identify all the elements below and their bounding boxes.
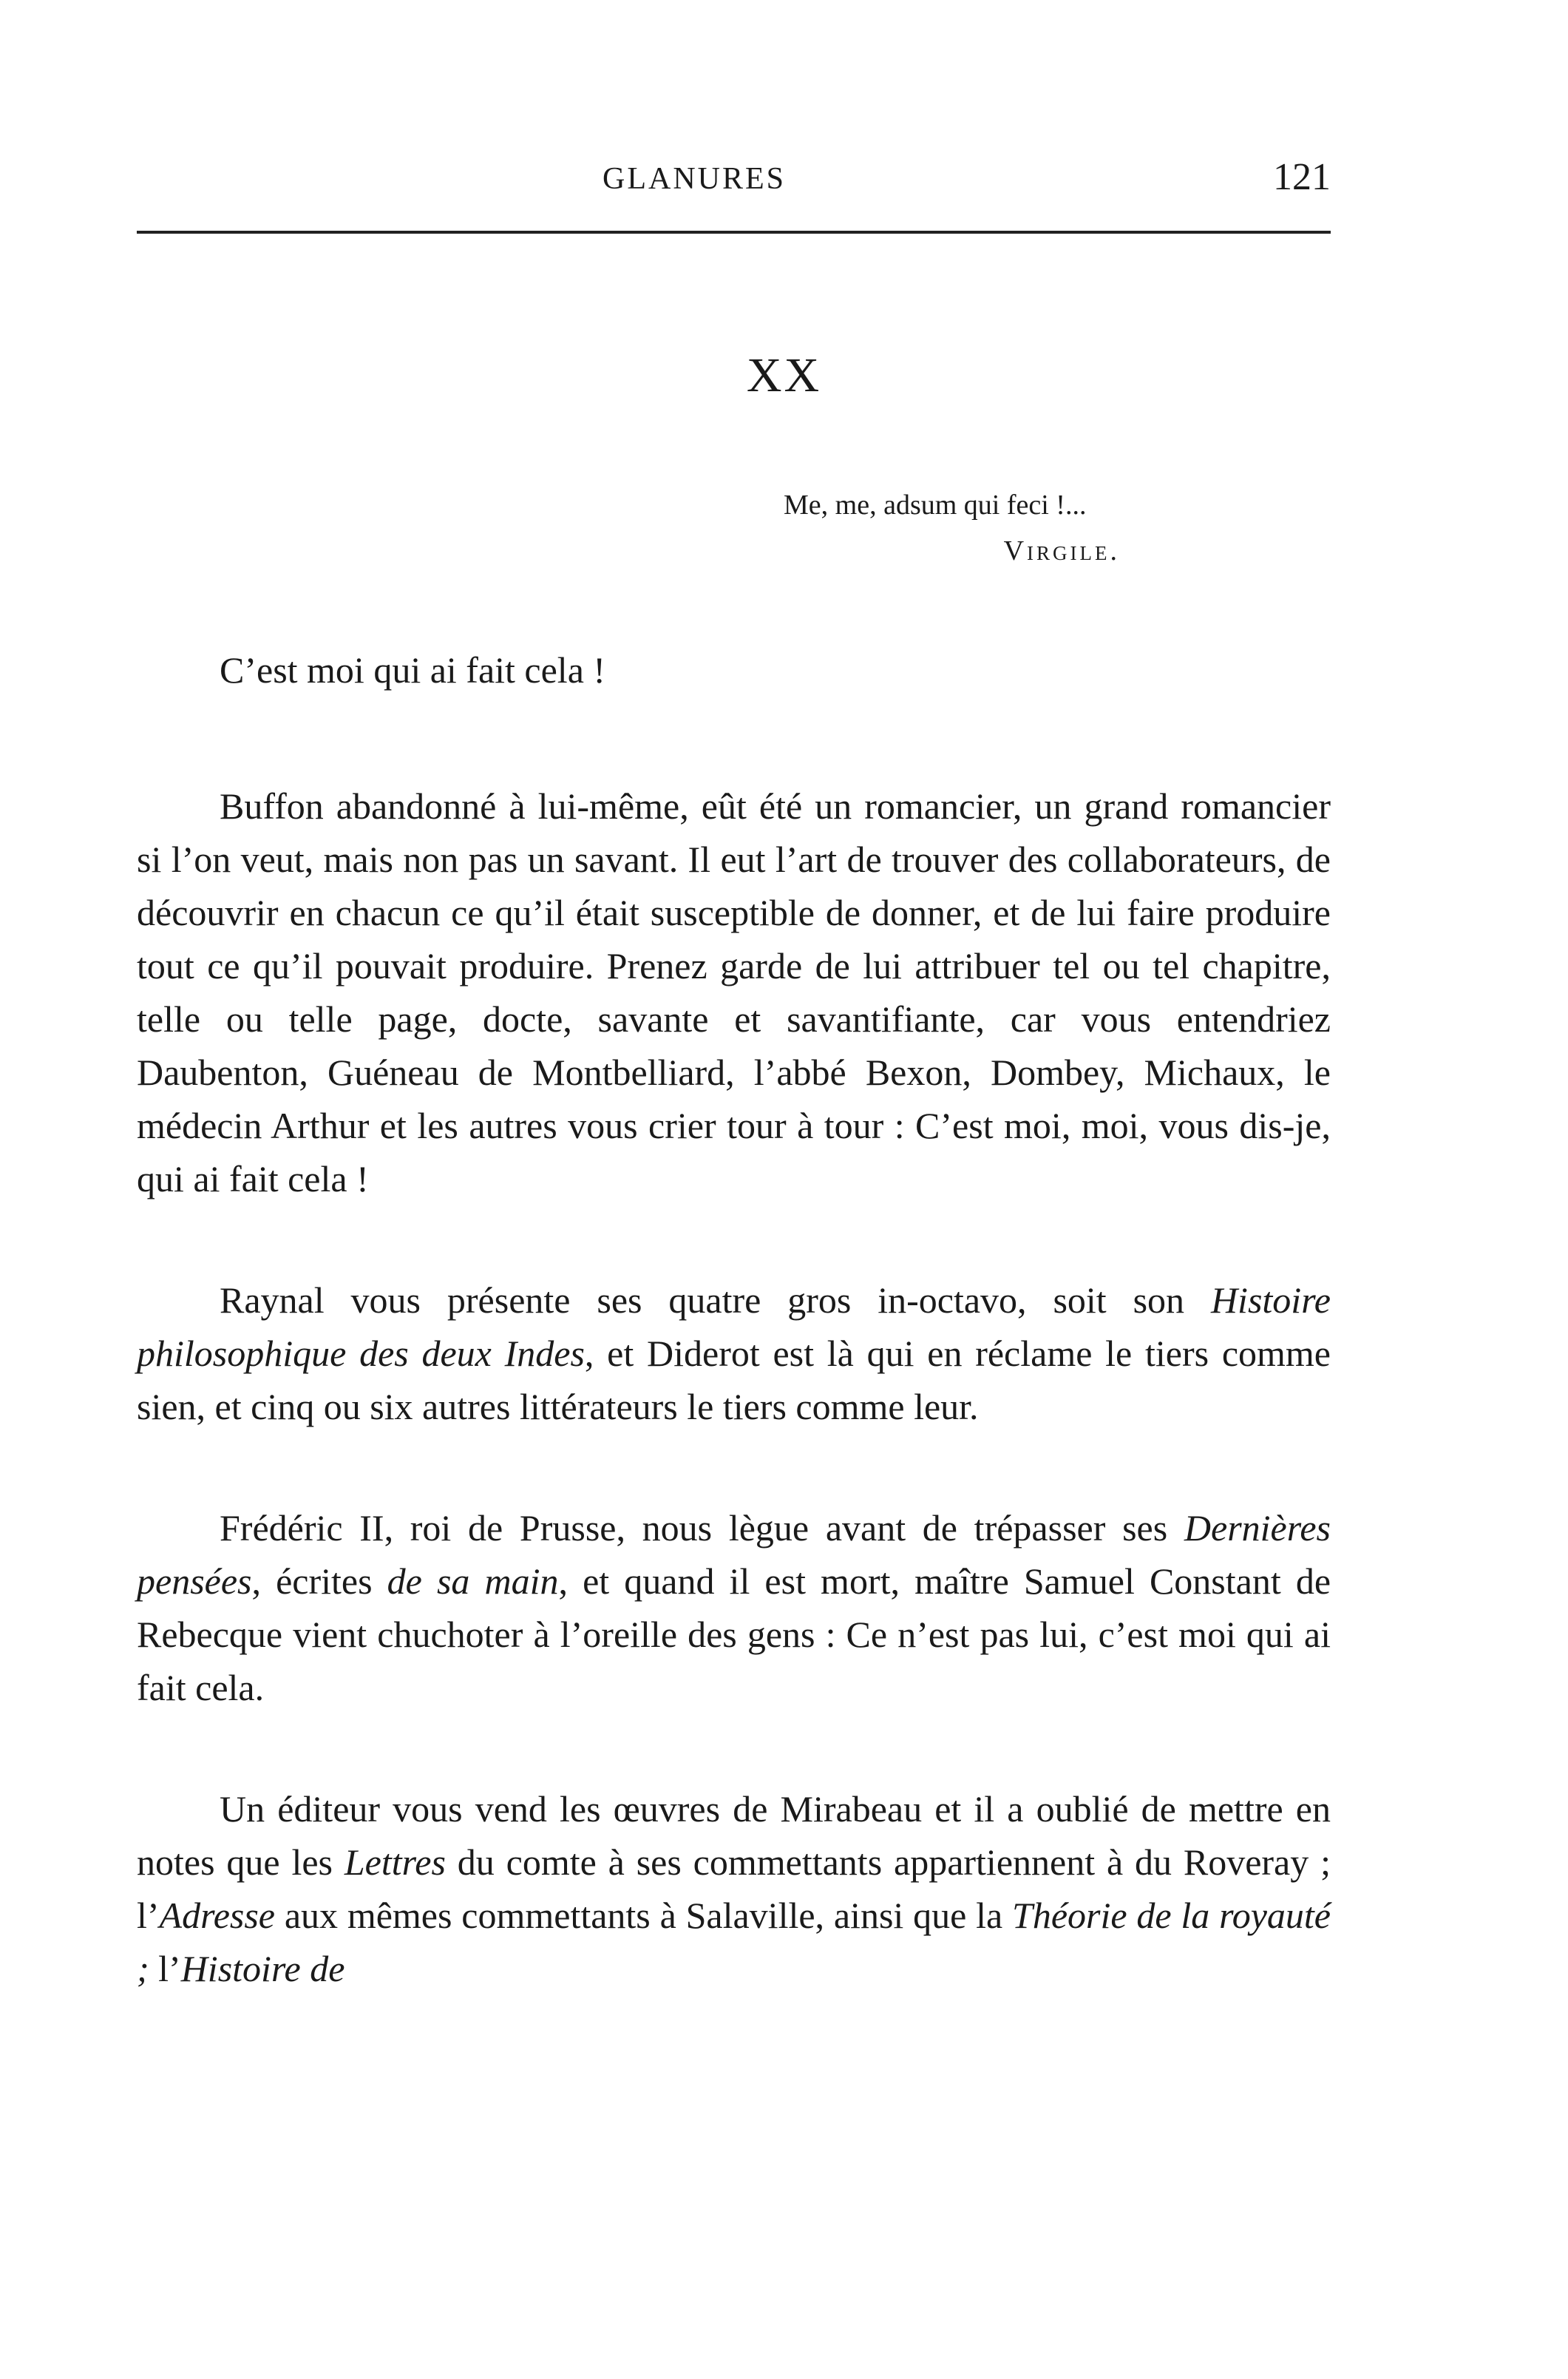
paragraph: [137, 1273, 1331, 1433]
italic-title: Lettres: [344, 1841, 446, 1883]
epigraph: [784, 482, 1168, 574]
epigraph-quote: Me, me, adsum qui feci !...: [784, 490, 1087, 521]
italic-title: Histoire philosophique des deux Indes: [137, 1279, 1331, 1374]
text-run: Buffon abandonné à lui-même, eût été un romancier, un grand romancier si l’on veut, mais non pas un savant. Il eut l’art de trouver des collaborateurs, de découvrir en chacun ce qu’il était susceptible de donner, et de lui faire produire tout ce qu’il pouvait produire. Prenez garde de lui attribuer tel ou tel chapitre, telle ou telle page, docte, savante et savantifiante, car vous entendriez Daubenton, Guéneau de Montbelliard, l’abbé Bexon, Dombey, Michaux, le médecin Arthur et les autres vous crier tour à tour : C’est moi, moi, vous dis-je, qui ai fait cela !: [137, 785, 1331, 1199]
paragraph: [137, 1782, 1331, 1995]
running-head: [137, 148, 1331, 207]
header-rule: [137, 231, 1331, 234]
paragraph: [137, 643, 1331, 697]
chapter-number: XX: [746, 348, 822, 402]
paragraph: [137, 779, 1331, 1205]
italic-title: de sa main: [387, 1560, 559, 1602]
italic-title: Dernières pensées: [137, 1507, 1331, 1602]
paragraph: [137, 1501, 1331, 1714]
italic-title: Adresse: [159, 1895, 275, 1936]
text-run: , et quand il est mort, maître Samuel Constant de Rebecque vient chuchoter à l’oreille des gens : Ce n’est pas lui, c’est moi qui ai fait cela.: [137, 1560, 1331, 1708]
text-run: l’: [149, 1948, 181, 1989]
text-run: Frédéric II, roi de Prusse, nous lègue avant de trépasser ses: [220, 1507, 1184, 1549]
body-text: [137, 643, 1331, 1995]
text-run: , écrites: [251, 1560, 387, 1602]
text-run: Raynal vous présente ses quatre gros in-octavo, soit son: [220, 1279, 1211, 1321]
running-title: GLANURES: [603, 162, 787, 196]
text-run: aux mêmes commettants à Salaville, ainsi que la: [275, 1895, 1013, 1936]
italic-title: Histoire de: [180, 1948, 345, 1989]
text-run: , et Diderot est là qui en réclame le tiers comme sien, et cinq ou six autres littérateurs le tiers comme leur.: [137, 1333, 1331, 1427]
page-number: 121: [1273, 156, 1331, 198]
text-run: C’est moi qui ai fait cela !: [220, 649, 606, 691]
text-run: Un éditeur vous vend les œuvres de Mirabeau et il a oublié de mettre en notes que les: [137, 1788, 1331, 1883]
italic-title: Théorie de la royauté ;: [137, 1895, 1331, 1989]
epigraph-author: Virgile.: [1003, 535, 1120, 566]
text-run: du comte à ses commettants appartiennent à du Roveray ; l’: [137, 1841, 1331, 1936]
